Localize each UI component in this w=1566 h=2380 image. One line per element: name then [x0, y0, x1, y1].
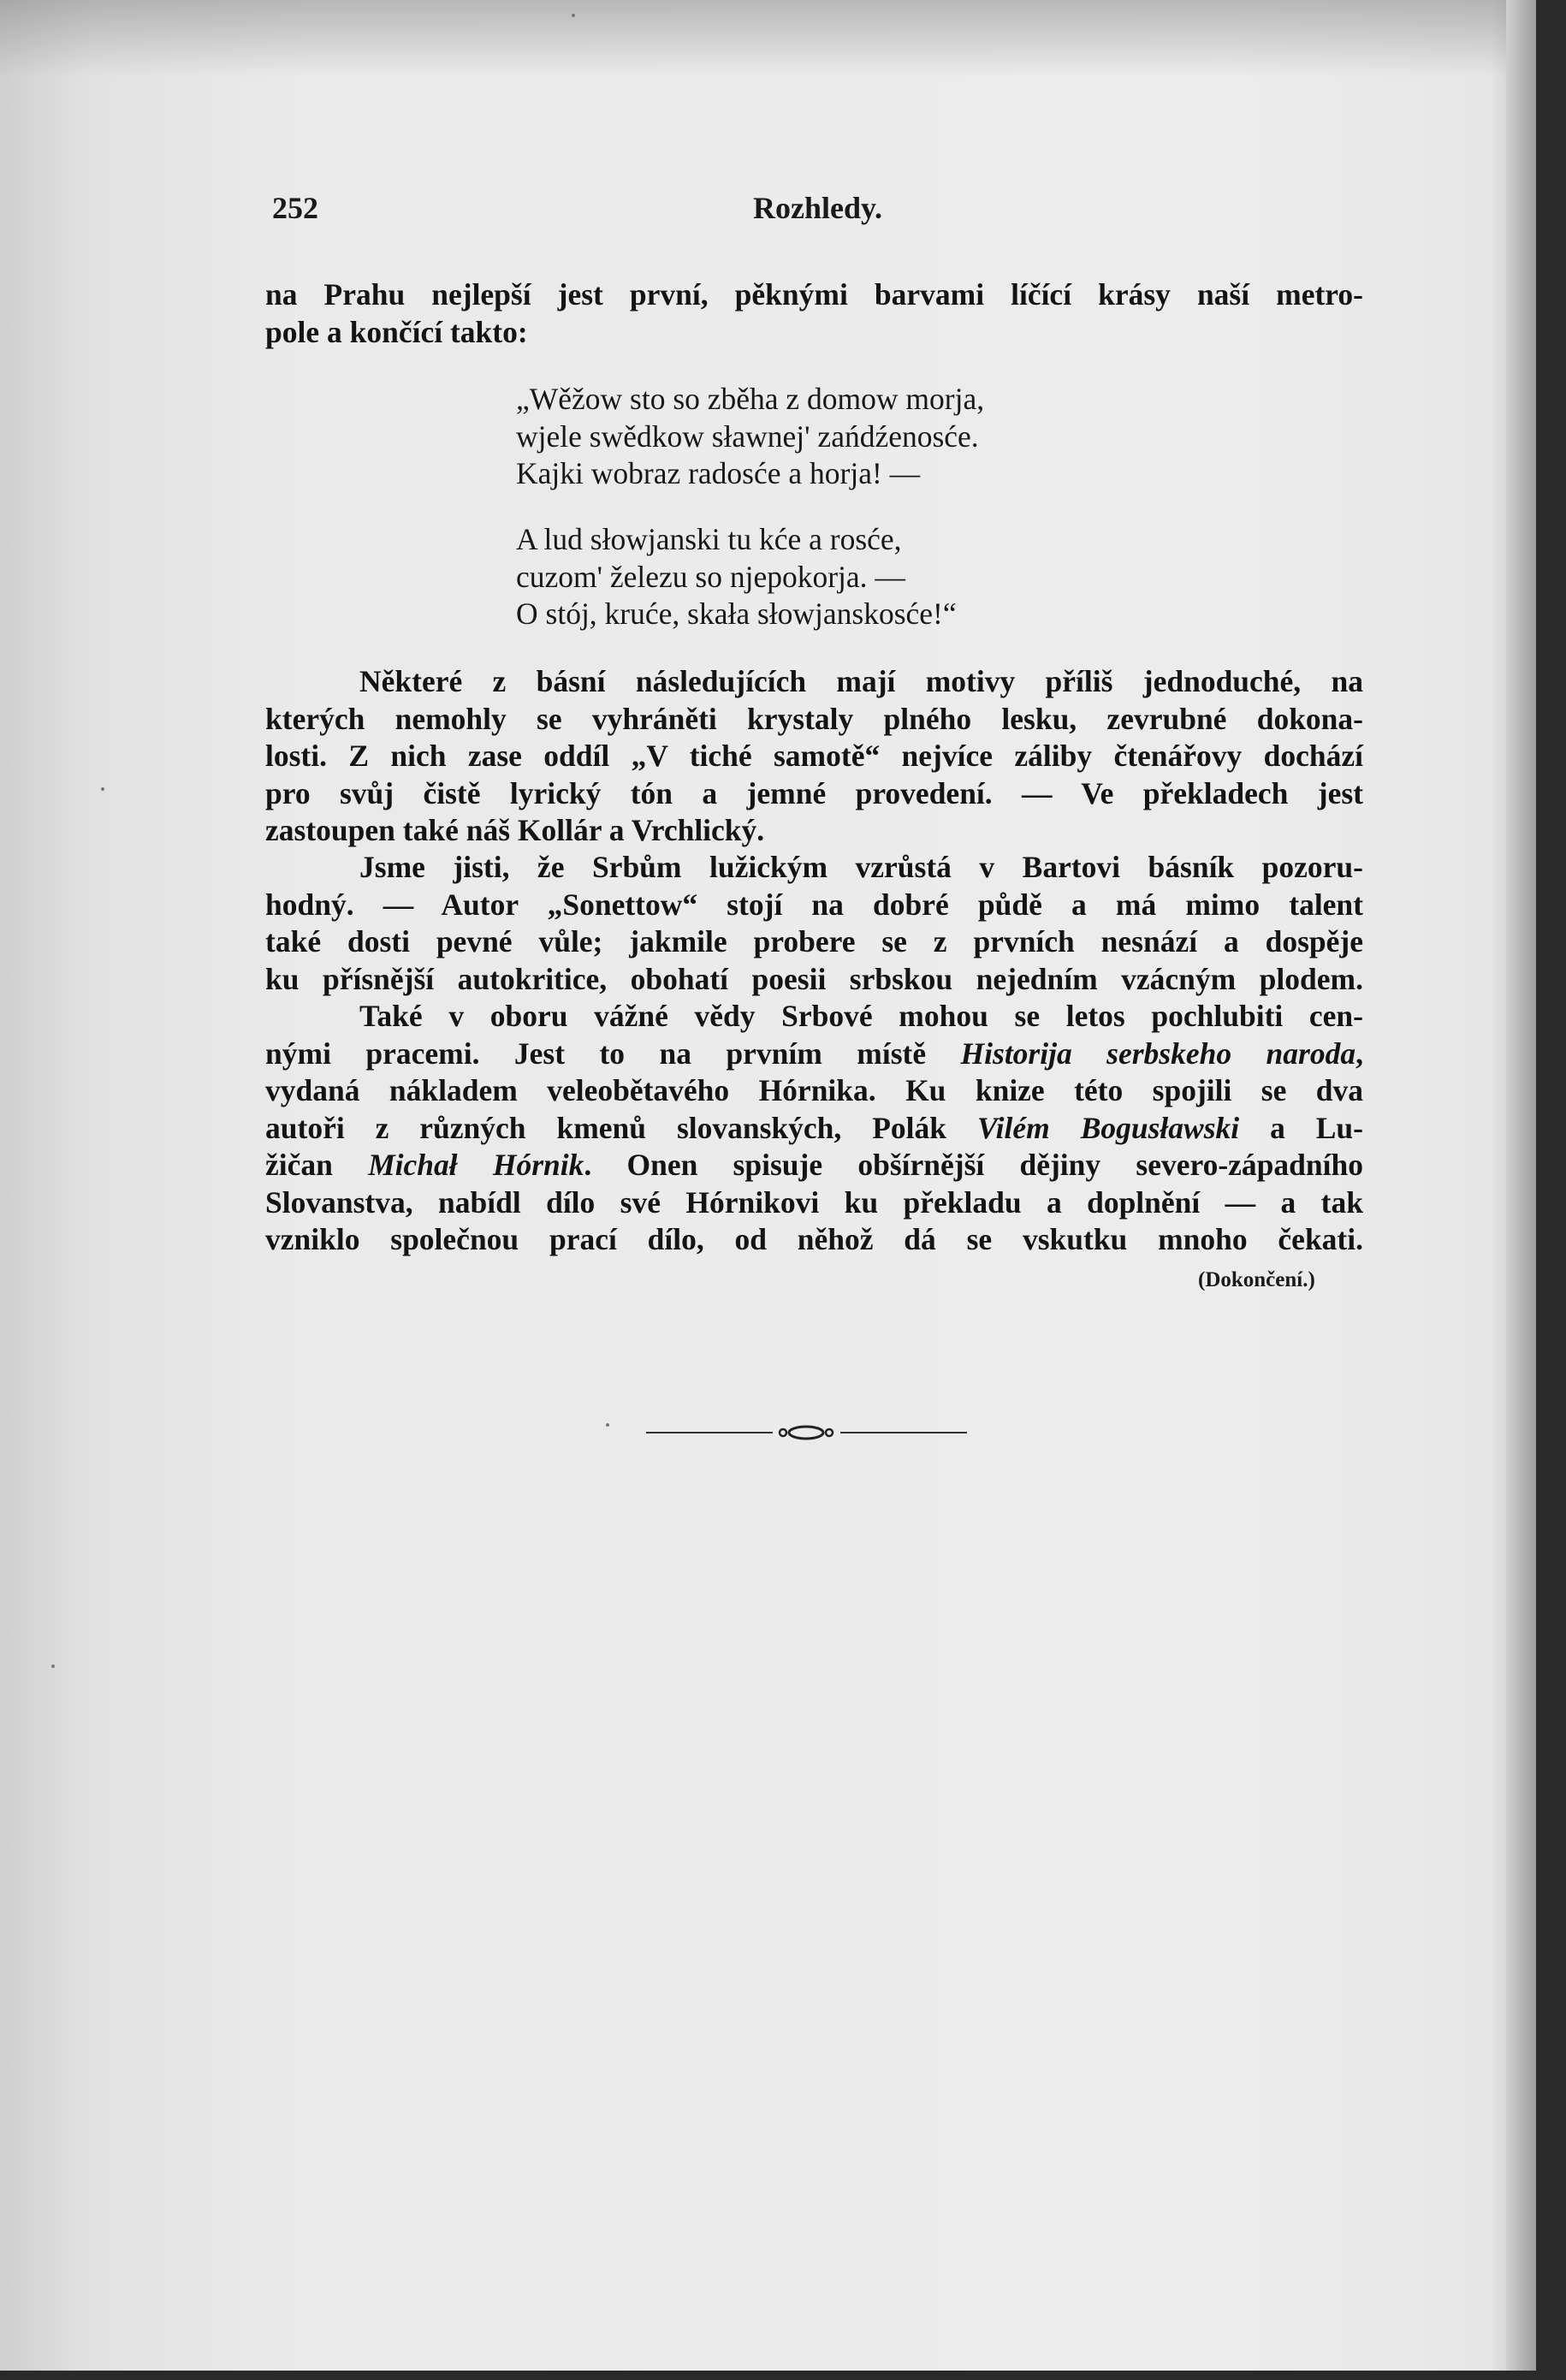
paragraph-3	[265, 998, 1363, 1259]
text-line: nými pracemi. Jest to na prvním místě Historija serbskeho naroda,	[265, 1036, 1363, 1071]
intro-paragraph	[265, 276, 1363, 351]
text-line: hodný. — Autor „Sonettow“ stojí na dobré půdě a má mimo talent	[265, 887, 1363, 922]
text-line: Jsme jisti, že Srbům lužickým vzrůstá v Bartovi básník pozoru-	[359, 850, 1363, 884]
text-line: vzniklo společnou prací dílo, od něhož dá se vskutku mnoho čekati.	[265, 1222, 1363, 1256]
poem-line: Kajki wobraz radosće a horja! —	[516, 456, 921, 490]
poem-line: cuzom' železu so njepokorja. —	[516, 559, 905, 594]
text-line: Také v oboru vážné vědy Srbové mohou se letos pochlubiti cen-	[359, 999, 1363, 1033]
speck	[101, 787, 104, 791]
book-title: Historija serbskeho naroda	[960, 1036, 1356, 1071]
text-line: losti. Z nich zase oddíl „V tiché samotě“ nejvíce záliby čtenářovy dochází	[265, 739, 1363, 773]
text-line: autoři z různých kmenů slovanských, Polák Vilém Bogusławski a Lu-	[265, 1110, 1363, 1145]
text-line: pole a končící takto:	[265, 314, 528, 349]
author-name: Michał Hórnik	[368, 1148, 584, 1182]
speck	[51, 1665, 55, 1668]
speck	[606, 1423, 609, 1427]
text-line: pro svůj čistě lyrický tón a jemné provedení. — Ve překladech jest	[265, 775, 1363, 810]
text-line: také dosti pevné vůle; jakmile probere se z prvních nesnází a dospěje	[265, 924, 1363, 959]
poem-stanza-1	[516, 381, 984, 493]
text-line: vydaná nákladem veleobětavého Hórnika. Ku knize této spojili se dva	[265, 1073, 1363, 1107]
continuation-note: (Dokončení.)	[1198, 1268, 1315, 1291]
page-header	[272, 190, 1359, 233]
page-number: 252	[272, 191, 318, 225]
poem-line: O stój, kruće, skała słowjanskosće!“	[516, 596, 957, 631]
text-line: Některé z básní následujících mají motivy příliš jednoduché, na	[359, 664, 1363, 698]
author-name: Vilém Bogusławski	[976, 1110, 1240, 1145]
text-line: na Prahu nejlepší jest první, pěknými barvami líčící krásy naší metro-	[265, 277, 1363, 312]
text-line: zastoupen také náš Kollár a Vrchlický.	[265, 813, 765, 847]
poem-line: „Wěžow sto so zběha z domow morja,	[516, 382, 985, 416]
poem-stanza-2	[516, 521, 957, 633]
text-line: Slovanstva, nabídl dílo své Hórnikovi ku překladu a doplnění — a tak	[265, 1184, 1363, 1220]
paragraph-1	[265, 663, 1363, 850]
text-line: žičan Michał Hórnik. Onen spisuje obšírnější dějiny severo-západního	[265, 1148, 1363, 1182]
page-right-edge	[1506, 0, 1536, 2371]
text-line: ku přísnější autokritice, obohatí poesii srbskou nejedním vzácným plodem.	[265, 961, 1363, 996]
paragraph-2	[265, 849, 1363, 998]
speck	[572, 14, 575, 17]
poem-line: A lud słowjanski tu kće a rosće,	[516, 522, 902, 556]
text-line: kterých nemohly se vyhráněti krystaly plného lesku, zevrubné dokona-	[265, 701, 1363, 736]
section-divider-ornament	[646, 1423, 967, 1442]
running-title: Rozhledy.	[753, 191, 883, 225]
top-edge-shadow	[0, 0, 1536, 77]
poem-line: wjele swědkow sławnej' zańdźenosće.	[516, 418, 979, 454]
